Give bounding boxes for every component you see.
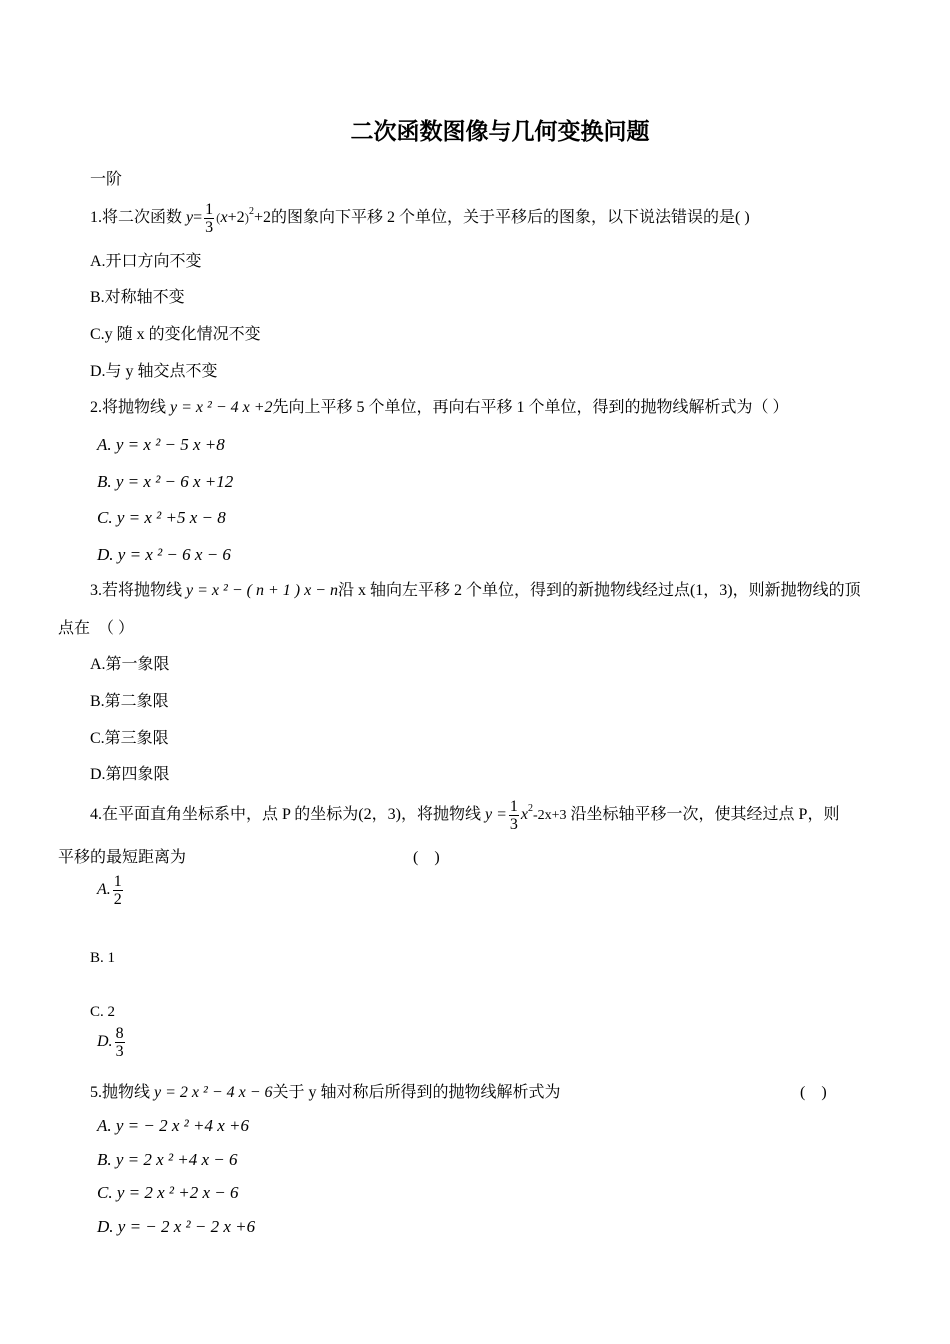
- q4-optA-den: 2: [113, 890, 122, 908]
- q4-line2: 平移的最短距离为: [58, 849, 187, 866]
- q5-suffix: 关于 y 轴对称后所得到的抛物线解析式为: [272, 1084, 561, 1101]
- q1-fraction: [204, 201, 214, 236]
- q1-frac-num: 1: [205, 200, 214, 218]
- q4-frac-num: 1: [509, 797, 518, 815]
- q4-option-c: C. 2: [90, 1004, 116, 1020]
- q3-option-d: D.第四象限: [90, 766, 170, 783]
- q5-option-c: C. y = 2 x ² +2 x − 6: [97, 1183, 239, 1202]
- page-title: 二次函数图像与几何变换问题: [350, 119, 650, 145]
- q2-suffix: 先向上平移 5 个单位，再向右平移 1 个单位，得到的抛物线解析式为（ ）: [272, 399, 789, 416]
- q4-optD-fraction: [115, 1025, 125, 1060]
- q5-option-a: A. y = − 2 x ² +4 x +6: [97, 1116, 250, 1135]
- q1-option-b: B.对称轴不变: [90, 289, 185, 306]
- q4-frac-den: 3: [509, 815, 518, 833]
- question-4: [90, 791, 839, 834]
- q3-option-a: A.第一象限: [90, 656, 170, 673]
- q1-expr-tail: +2: [227, 209, 245, 226]
- q1-close: ): [744, 209, 750, 226]
- q3-option-b: B.第二象限: [90, 693, 169, 710]
- q4-expr-y: y =: [484, 806, 507, 823]
- section-label: 一阶: [90, 171, 123, 188]
- q5-option-b: B. y = 2 x ² +4 x − 6: [97, 1150, 238, 1169]
- q4-optD-label: D.: [97, 1033, 113, 1050]
- q4-x: x: [520, 806, 528, 823]
- q1-y: y: [186, 209, 194, 226]
- q4-optA-fraction: [113, 873, 123, 908]
- q1-x: x: [220, 209, 228, 226]
- q1-sup: 2: [248, 206, 254, 217]
- q2-option-a: A. y = x ² − 5 x +8: [97, 435, 225, 454]
- q4-sup: 2: [527, 803, 533, 814]
- q1-option-a: A.开口方向不变: [90, 253, 202, 270]
- q3-line2: 点在 （ ）: [58, 620, 135, 637]
- q1-const: +2: [253, 209, 272, 226]
- q4-fraction: [509, 798, 519, 833]
- q4-prefix: 4.在平面直角坐标系中，点 P 的坐标为(2，3)，将抛物线: [90, 806, 481, 823]
- q4-option-a: [97, 870, 125, 910]
- q3-expr: y = x ² − ( n + 1 ) x − n: [186, 582, 338, 599]
- q2-prefix: 2.将抛物线: [90, 399, 167, 416]
- question-1: 1.将二次函数 y= $\frac{1}{3}$ $(x+2)^2+2$的图象向下平移 2 个单位，关于平移后的图象，以下说法错误的是( ): [90, 200, 750, 236]
- q4-option-b: B. 1: [90, 950, 116, 966]
- q4-optA-num: 1: [113, 872, 122, 890]
- q1-option-d: D.与 y 轴交点不变: [90, 363, 218, 380]
- q3-suffix: 沿 x 轴向左平移 2 个单位，得到的新抛物线经过点(1，3)，则新抛物线的顶: [337, 582, 861, 599]
- q4-optD-num: 8: [115, 1024, 124, 1042]
- q3-option-c: C.第三象限: [90, 730, 169, 747]
- q2-expr: y = x ² − 4 x +2: [170, 399, 273, 416]
- q3-prefix: 3.若将抛物线: [90, 582, 183, 599]
- q5-paren: ( ): [800, 1084, 827, 1101]
- question-3: [90, 581, 861, 601]
- q4-paren: ( ): [413, 849, 440, 866]
- q4-expr-tail: -2x+3: [532, 808, 567, 823]
- question-5: [90, 1083, 561, 1103]
- q4-suffix: 沿坐标轴平移一次，使其经过点 P，则: [570, 806, 840, 823]
- q1-option-c: C.y 随 x 的变化情况不变: [90, 326, 261, 343]
- q1-prefix: 1.将二次函数: [90, 209, 183, 226]
- q2-option-d: D. y = x ² − 6 x − 6: [97, 545, 231, 564]
- q5-prefix: 5.抛物线: [90, 1084, 151, 1101]
- q5-option-d: D. y = − 2 x ² − 2 x +6: [97, 1217, 256, 1236]
- q4-optD-den: 3: [115, 1042, 124, 1060]
- q1-frac-den: 3: [205, 218, 214, 236]
- q4-option-d: [97, 1022, 127, 1062]
- question-2: [90, 398, 789, 418]
- q1-suffix: 的图象向下平移 2 个单位，关于平移后的图象，以下说法错误的是(: [271, 209, 741, 226]
- q4-optA-label: A.: [97, 881, 111, 898]
- q2-option-c: C. y = x ² +5 x − 8: [97, 508, 226, 527]
- q2-option-b: B. y = x ² − 6 x +12: [97, 472, 234, 491]
- q5-expr: y = 2 x ² − 4 x − 6: [154, 1084, 273, 1101]
